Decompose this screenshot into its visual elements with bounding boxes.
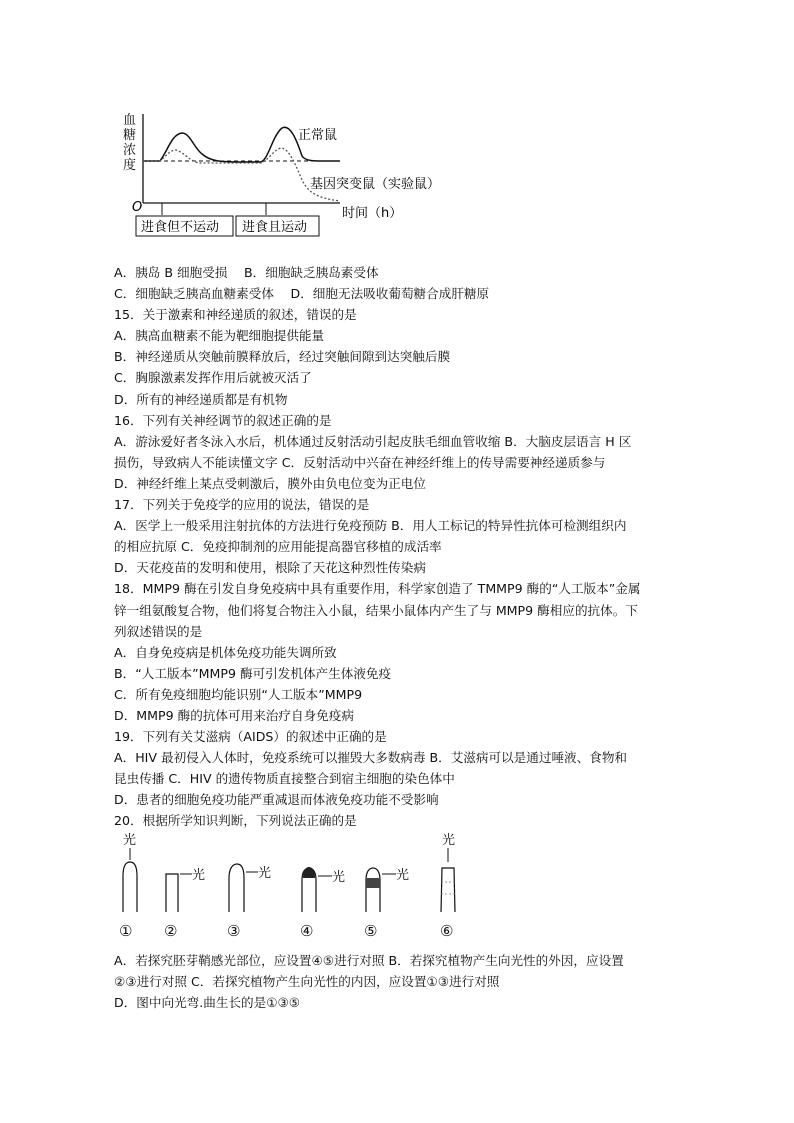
y-label-char: 浓 <box>123 143 137 158</box>
option-line: D．神经纤维上某点受刺激后，膜外由负电位变为正电位 <box>114 475 426 491</box>
coleoptile-1 <box>123 862 137 912</box>
question-stem: 15．关于激素和神经递质的叙述，错误的是 <box>114 307 357 323</box>
normal-mouse-label: 正常鼠 <box>298 128 338 143</box>
option-line: A．医学上一般采用注射抗体的方法进行免疫预防 B．用人工标记的特异性抗体可检测组织内 <box>114 518 627 534</box>
question-stem: 19．下列有关艾滋病（AIDS）的叙述中正确的是 <box>114 729 387 745</box>
origin-label: O <box>132 200 143 215</box>
option-line: D．患者的细胞免疫功能严重减退而体液免疫功能不受影响 <box>114 792 439 808</box>
question-stem: 列叙述错误的是 <box>114 623 203 639</box>
light-label: 光 <box>192 868 206 883</box>
option-line: B．“人工版本”MMP9 酶可引发机体产生体液免疫 <box>114 665 392 681</box>
question-stem: 16．下列有关神经调节的叙述正确的是 <box>114 412 332 428</box>
mutant-mouse-curve <box>143 148 340 201</box>
option-line: A．胰高血糖素不能为靶细胞提供能量 <box>114 328 325 344</box>
y-label-char: 血 <box>123 113 137 128</box>
option-line: A．胰岛 B 细胞受损 B．细胞缺乏胰岛素受体 <box>114 265 379 280</box>
question-text-block-2 <box>114 950 694 1013</box>
box-rest-text: 进食但不运动 <box>141 220 220 235</box>
option-line: 损伤，导致病人不能读懂文字 C．反射活动中兴奋在神经纤维上的传导需要神经递质参与 <box>114 454 606 470</box>
label-5: ⑤ <box>364 922 378 940</box>
question-stem: 18．MMP9 酶在引发自身免疫病中具有重要作用，科学家创造了 TMMP9 酶的“人工版本”金属 <box>114 581 641 597</box>
option-line: D．所有的神经递质都是有机物 <box>114 391 288 407</box>
label-2: ② <box>164 922 178 940</box>
option-line: D．图中向光弯.曲生长的是①③⑤ <box>114 995 301 1011</box>
opaque-sleeve <box>366 878 380 888</box>
light-label: 光 <box>396 868 410 883</box>
option-line: B．神经递质从突触前膜释放后，经过突触间隙到达突触后膜 <box>114 349 451 365</box>
question-stem: 20．根据所学知识判断，下列说法正确的是 <box>114 813 357 829</box>
light-label: 光 <box>123 833 137 848</box>
question-stem: 锌一组氨酸复合物，他们将复合物注入小鼠，结果小鼠体内产生了与 MMP9 酶相应的抗体。下 <box>114 602 638 618</box>
option-line: D．天花疫苗的发明和使用，根除了天花这种烈性传染病 <box>114 560 426 576</box>
option-line: D．MMP9 酶的抗体可用来治疗自身免疫病 <box>114 707 354 723</box>
option-line: ②③进行对照 C．若探究植物产生向光性的内因，应设置①③进行对照 <box>114 974 500 990</box>
label-3: ③ <box>227 922 241 940</box>
y-label-char: 度 <box>123 158 137 173</box>
question-stem: 17．下列关于免疫学的应用的说法，错误的是 <box>114 497 370 513</box>
option-line: A．若探究胚芽鞘感光部位，应设置④⑤进行对照 B．若探究植物产生向光性的外因，应设置 <box>114 953 624 968</box>
option-line: C．所有免疫细胞均能识别“人工版本”MMP9 <box>114 686 363 702</box>
label-1: ① <box>119 922 133 940</box>
label-4: ④ <box>300 922 314 940</box>
option-line: C．胸腺激素发挥作用后就被灭活了 <box>114 370 312 386</box>
light-label: 光 <box>258 866 272 881</box>
y-label-char: 糖 <box>123 128 137 143</box>
option-line: C．细胞缺乏胰高血糖素受体 D．细胞无法吸收葡萄糖合成肝糖原 <box>114 286 490 302</box>
box-exercise-text: 进食且运动 <box>242 220 308 235</box>
label-6: ⑥ <box>440 922 454 940</box>
option-line: A．游泳爱好者冬泳入水后，机体通过反射活动引起皮肤毛细血管收缩 B．大脑皮层语言 H 区 <box>114 433 632 449</box>
coleoptile-figure <box>110 830 480 946</box>
option-line: A．自身免疫病是机体免疫功能失调所致 <box>114 644 337 660</box>
coleoptile-3 <box>229 864 244 912</box>
x-axis-label: 时间（h） <box>342 206 403 221</box>
light-label: 光 <box>332 870 346 885</box>
blood-glucose-figure <box>110 106 470 248</box>
coleoptile-6 <box>441 868 455 912</box>
coleoptile-5 <box>366 868 380 912</box>
question-text-block-1 <box>114 262 694 832</box>
option-line: A．HIV 最初侵入人体时，免疫系统可以摧毁大多数病毒 B．艾滋病可以是通过唾液、食物和 <box>114 750 628 766</box>
option-line: 昆虫传播 C．HIV 的遗传物质直接整合到宿主细胞的染色体中 <box>114 771 455 787</box>
light-label: 光 <box>442 833 456 848</box>
option-line: 的相应抗原 C．免疫抑制剂的应用能提高器官移植的成活率 <box>114 539 442 555</box>
mutant-mouse-label: 基因突变鼠（实验鼠） <box>310 177 441 192</box>
coleoptile-2 <box>166 874 178 912</box>
opaque-cap <box>303 867 315 878</box>
